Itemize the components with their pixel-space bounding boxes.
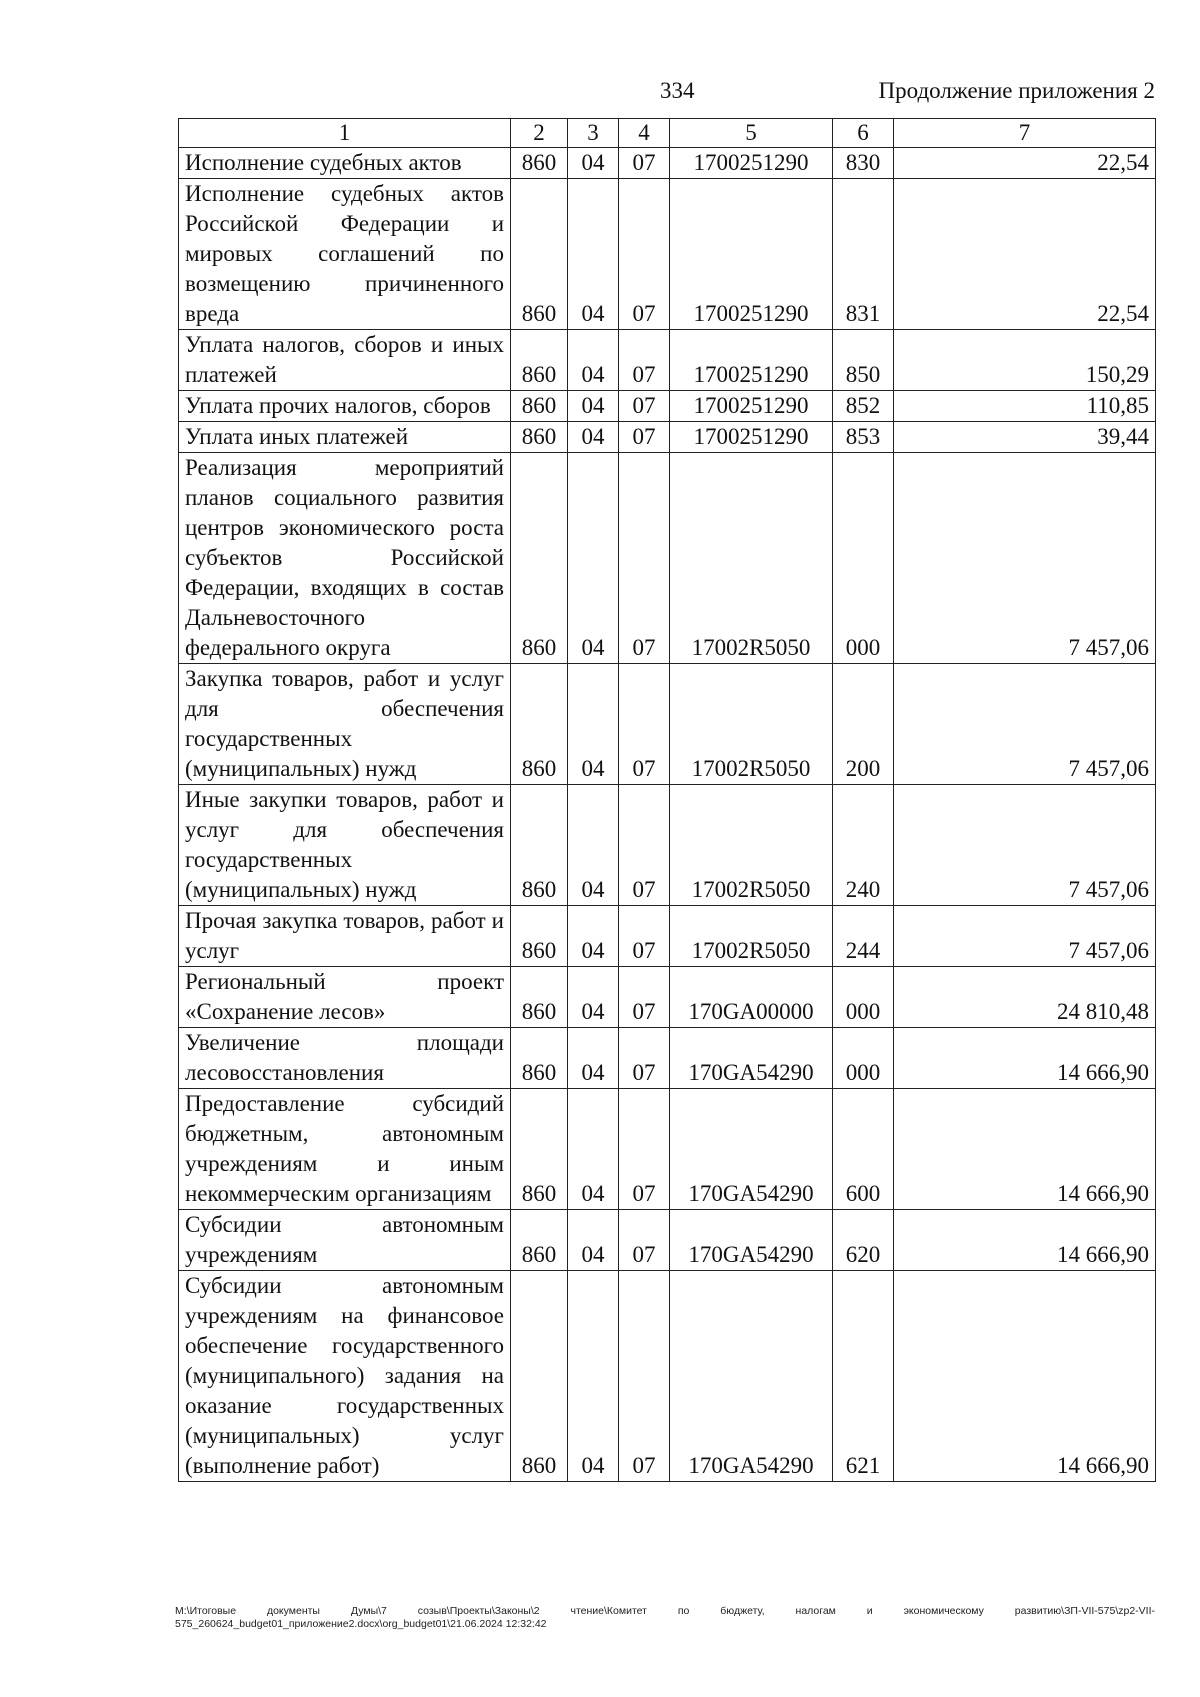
table-row bbox=[179, 148, 1156, 179]
table-row bbox=[179, 422, 1156, 453]
amount-cell: 22,54 bbox=[894, 148, 1156, 179]
expense-type-cell: 244 bbox=[833, 906, 894, 967]
ministry-code-cell: 860 bbox=[511, 422, 568, 453]
ministry-code-cell: 860 bbox=[511, 391, 568, 422]
expense-name-cell: Региональный проект «Сохранение лесов» bbox=[179, 967, 511, 1028]
subsection-code-cell: 07 bbox=[619, 179, 670, 330]
section-code-cell: 04 bbox=[568, 453, 619, 664]
table-row bbox=[179, 785, 1156, 906]
section-code-cell: 04 bbox=[568, 785, 619, 906]
ministry-code-cell: 860 bbox=[511, 967, 568, 1028]
target-article-cell: 170GA54290 bbox=[670, 1210, 833, 1271]
column-number-row bbox=[179, 119, 1156, 148]
expense-name-cell: Исполнение судебных актов bbox=[179, 148, 511, 179]
table-body bbox=[179, 148, 1156, 1482]
subsection-code-cell: 07 bbox=[619, 1089, 670, 1210]
amount-cell: 14 666,90 bbox=[894, 1210, 1156, 1271]
subsection-code-cell: 07 bbox=[619, 664, 670, 785]
expense-type-cell: 200 bbox=[833, 664, 894, 785]
amount-cell: 7 457,06 bbox=[894, 664, 1156, 785]
table-row bbox=[179, 1028, 1156, 1089]
expense-name-cell: Реализация мероприятий планов социального развития центров экономического роста субъектов Российской Федерации, входящих в состав Дальневосточного федерального округа bbox=[179, 453, 511, 664]
ministry-code-cell: 860 bbox=[511, 785, 568, 906]
subsection-code-cell: 07 bbox=[619, 391, 670, 422]
target-article-cell: 1700251290 bbox=[670, 179, 833, 330]
subsection-code-cell: 07 bbox=[619, 148, 670, 179]
ministry-code-cell: 860 bbox=[511, 664, 568, 785]
target-article-cell: 17002R5050 bbox=[670, 906, 833, 967]
expense-type-cell: 831 bbox=[833, 179, 894, 330]
expense-type-cell: 853 bbox=[833, 422, 894, 453]
table-row bbox=[179, 1271, 1156, 1482]
target-article-cell: 170GA54290 bbox=[670, 1028, 833, 1089]
column-header: 2 bbox=[511, 119, 568, 148]
section-code-cell: 04 bbox=[568, 1210, 619, 1271]
amount-cell: 22,54 bbox=[894, 179, 1156, 330]
ministry-code-cell: 860 bbox=[511, 1089, 568, 1210]
target-article-cell: 17002R5050 bbox=[670, 453, 833, 664]
subsection-code-cell: 07 bbox=[619, 785, 670, 906]
ministry-code-cell: 860 bbox=[511, 906, 568, 967]
table-row bbox=[179, 453, 1156, 664]
amount-cell: 7 457,06 bbox=[894, 785, 1156, 906]
expense-type-cell: 240 bbox=[833, 785, 894, 906]
expense-type-cell: 000 bbox=[833, 967, 894, 1028]
section-code-cell: 04 bbox=[568, 330, 619, 391]
ministry-code-cell: 860 bbox=[511, 330, 568, 391]
expense-name-cell: Субсидии автономным учреждениям на финансовое обеспечение государственного (муниципального) задания на оказание государственных (муниципальных) услуг (выполнение работ) bbox=[179, 1271, 511, 1482]
ministry-code-cell: 860 bbox=[511, 1210, 568, 1271]
section-code-cell: 04 bbox=[568, 391, 619, 422]
column-header: 6 bbox=[833, 119, 894, 148]
expense-name-cell: Увеличение площади лесовосстановления bbox=[179, 1028, 511, 1089]
file-path-footer: M:\Итоговые документы Думы\7 созыв\Проекты\Законы\2 чтение\Комитет по бюджету, налогам и экономическому развитию\ЗП-VII-575\zp2-VII-575_260624_budget01_приложение2.docx\org_budget01\21.06.2024 12:32:42 bbox=[175, 1605, 1155, 1630]
expense-name-cell: Закупка товаров, работ и услуг для обеспечения государственных (муниципальных) нужд bbox=[179, 664, 511, 785]
table-row bbox=[179, 664, 1156, 785]
table-row bbox=[179, 330, 1156, 391]
subsection-code-cell: 07 bbox=[619, 1271, 670, 1482]
subsection-code-cell: 07 bbox=[619, 1210, 670, 1271]
expense-name-cell: Предоставление субсидий бюджетным, автономным учреждениям и иным некоммерческим организациям bbox=[179, 1089, 511, 1210]
section-code-cell: 04 bbox=[568, 1271, 619, 1482]
target-article-cell: 170GA54290 bbox=[670, 1089, 833, 1210]
budget-table bbox=[178, 118, 1156, 1482]
target-article-cell: 1700251290 bbox=[670, 422, 833, 453]
section-code-cell: 04 bbox=[568, 1028, 619, 1089]
expense-name-cell: Субсидии автономным учреждениям bbox=[179, 1210, 511, 1271]
expense-name-cell: Уплата налогов, сборов и иных платежей bbox=[179, 330, 511, 391]
table-row bbox=[179, 967, 1156, 1028]
amount-cell: 7 457,06 bbox=[894, 453, 1156, 664]
table-row bbox=[179, 391, 1156, 422]
section-code-cell: 04 bbox=[568, 664, 619, 785]
continuation-caption: Продолжение приложения 2 bbox=[878, 78, 1155, 103]
subsection-code-cell: 07 bbox=[619, 422, 670, 453]
expense-type-cell: 000 bbox=[833, 1028, 894, 1089]
target-article-cell: 1700251290 bbox=[670, 148, 833, 179]
table-row bbox=[179, 906, 1156, 967]
subsection-code-cell: 07 bbox=[619, 453, 670, 664]
expense-name-cell: Уплата иных платежей bbox=[179, 422, 511, 453]
expense-type-cell: 000 bbox=[833, 453, 894, 664]
section-code-cell: 04 bbox=[568, 967, 619, 1028]
amount-cell: 7 457,06 bbox=[894, 906, 1156, 967]
table-row bbox=[179, 1210, 1156, 1271]
section-code-cell: 04 bbox=[568, 179, 619, 330]
amount-cell: 24 810,48 bbox=[894, 967, 1156, 1028]
section-code-cell: 04 bbox=[568, 148, 619, 179]
expense-type-cell: 600 bbox=[833, 1089, 894, 1210]
section-code-cell: 04 bbox=[568, 1089, 619, 1210]
ministry-code-cell: 860 bbox=[511, 453, 568, 664]
ministry-code-cell: 860 bbox=[511, 179, 568, 330]
target-article-cell: 17002R5050 bbox=[670, 664, 833, 785]
target-article-cell: 1700251290 bbox=[670, 330, 833, 391]
amount-cell: 14 666,90 bbox=[894, 1028, 1156, 1089]
expense-name-cell: Уплата прочих налогов, сборов bbox=[179, 391, 511, 422]
column-header: 5 bbox=[670, 119, 833, 148]
ministry-code-cell: 860 bbox=[511, 1271, 568, 1482]
expense-type-cell: 850 bbox=[833, 330, 894, 391]
subsection-code-cell: 07 bbox=[619, 967, 670, 1028]
expense-type-cell: 621 bbox=[833, 1271, 894, 1482]
column-header: 3 bbox=[568, 119, 619, 148]
column-header: 1 bbox=[179, 119, 511, 148]
ministry-code-cell: 860 bbox=[511, 148, 568, 179]
section-code-cell: 04 bbox=[568, 422, 619, 453]
column-header: 4 bbox=[619, 119, 670, 148]
amount-cell: 39,44 bbox=[894, 422, 1156, 453]
target-article-cell: 170GA00000 bbox=[670, 967, 833, 1028]
target-article-cell: 1700251290 bbox=[670, 391, 833, 422]
page-number: 334 bbox=[660, 78, 695, 103]
expense-name-cell: Исполнение судебных актов Российской Федерации и мировых соглашений по возмещению причиненного вреда bbox=[179, 179, 511, 330]
expense-type-cell: 852 bbox=[833, 391, 894, 422]
subsection-code-cell: 07 bbox=[619, 330, 670, 391]
table-row bbox=[179, 179, 1156, 330]
target-article-cell: 17002R5050 bbox=[670, 785, 833, 906]
subsection-code-cell: 07 bbox=[619, 906, 670, 967]
table-row bbox=[179, 1089, 1156, 1210]
amount-cell: 110,85 bbox=[894, 391, 1156, 422]
section-code-cell: 04 bbox=[568, 906, 619, 967]
expense-type-cell: 620 bbox=[833, 1210, 894, 1271]
column-header: 7 bbox=[894, 119, 1156, 148]
expense-name-cell: Иные закупки товаров, работ и услуг для обеспечения государственных (муниципальных) нужд bbox=[179, 785, 511, 906]
target-article-cell: 170GA54290 bbox=[670, 1271, 833, 1482]
amount-cell: 14 666,90 bbox=[894, 1089, 1156, 1210]
expense-name-cell: Прочая закупка товаров, работ и услуг bbox=[179, 906, 511, 967]
ministry-code-cell: 860 bbox=[511, 1028, 568, 1089]
amount-cell: 150,29 bbox=[894, 330, 1156, 391]
amount-cell: 14 666,90 bbox=[894, 1271, 1156, 1482]
expense-type-cell: 830 bbox=[833, 148, 894, 179]
subsection-code-cell: 07 bbox=[619, 1028, 670, 1089]
